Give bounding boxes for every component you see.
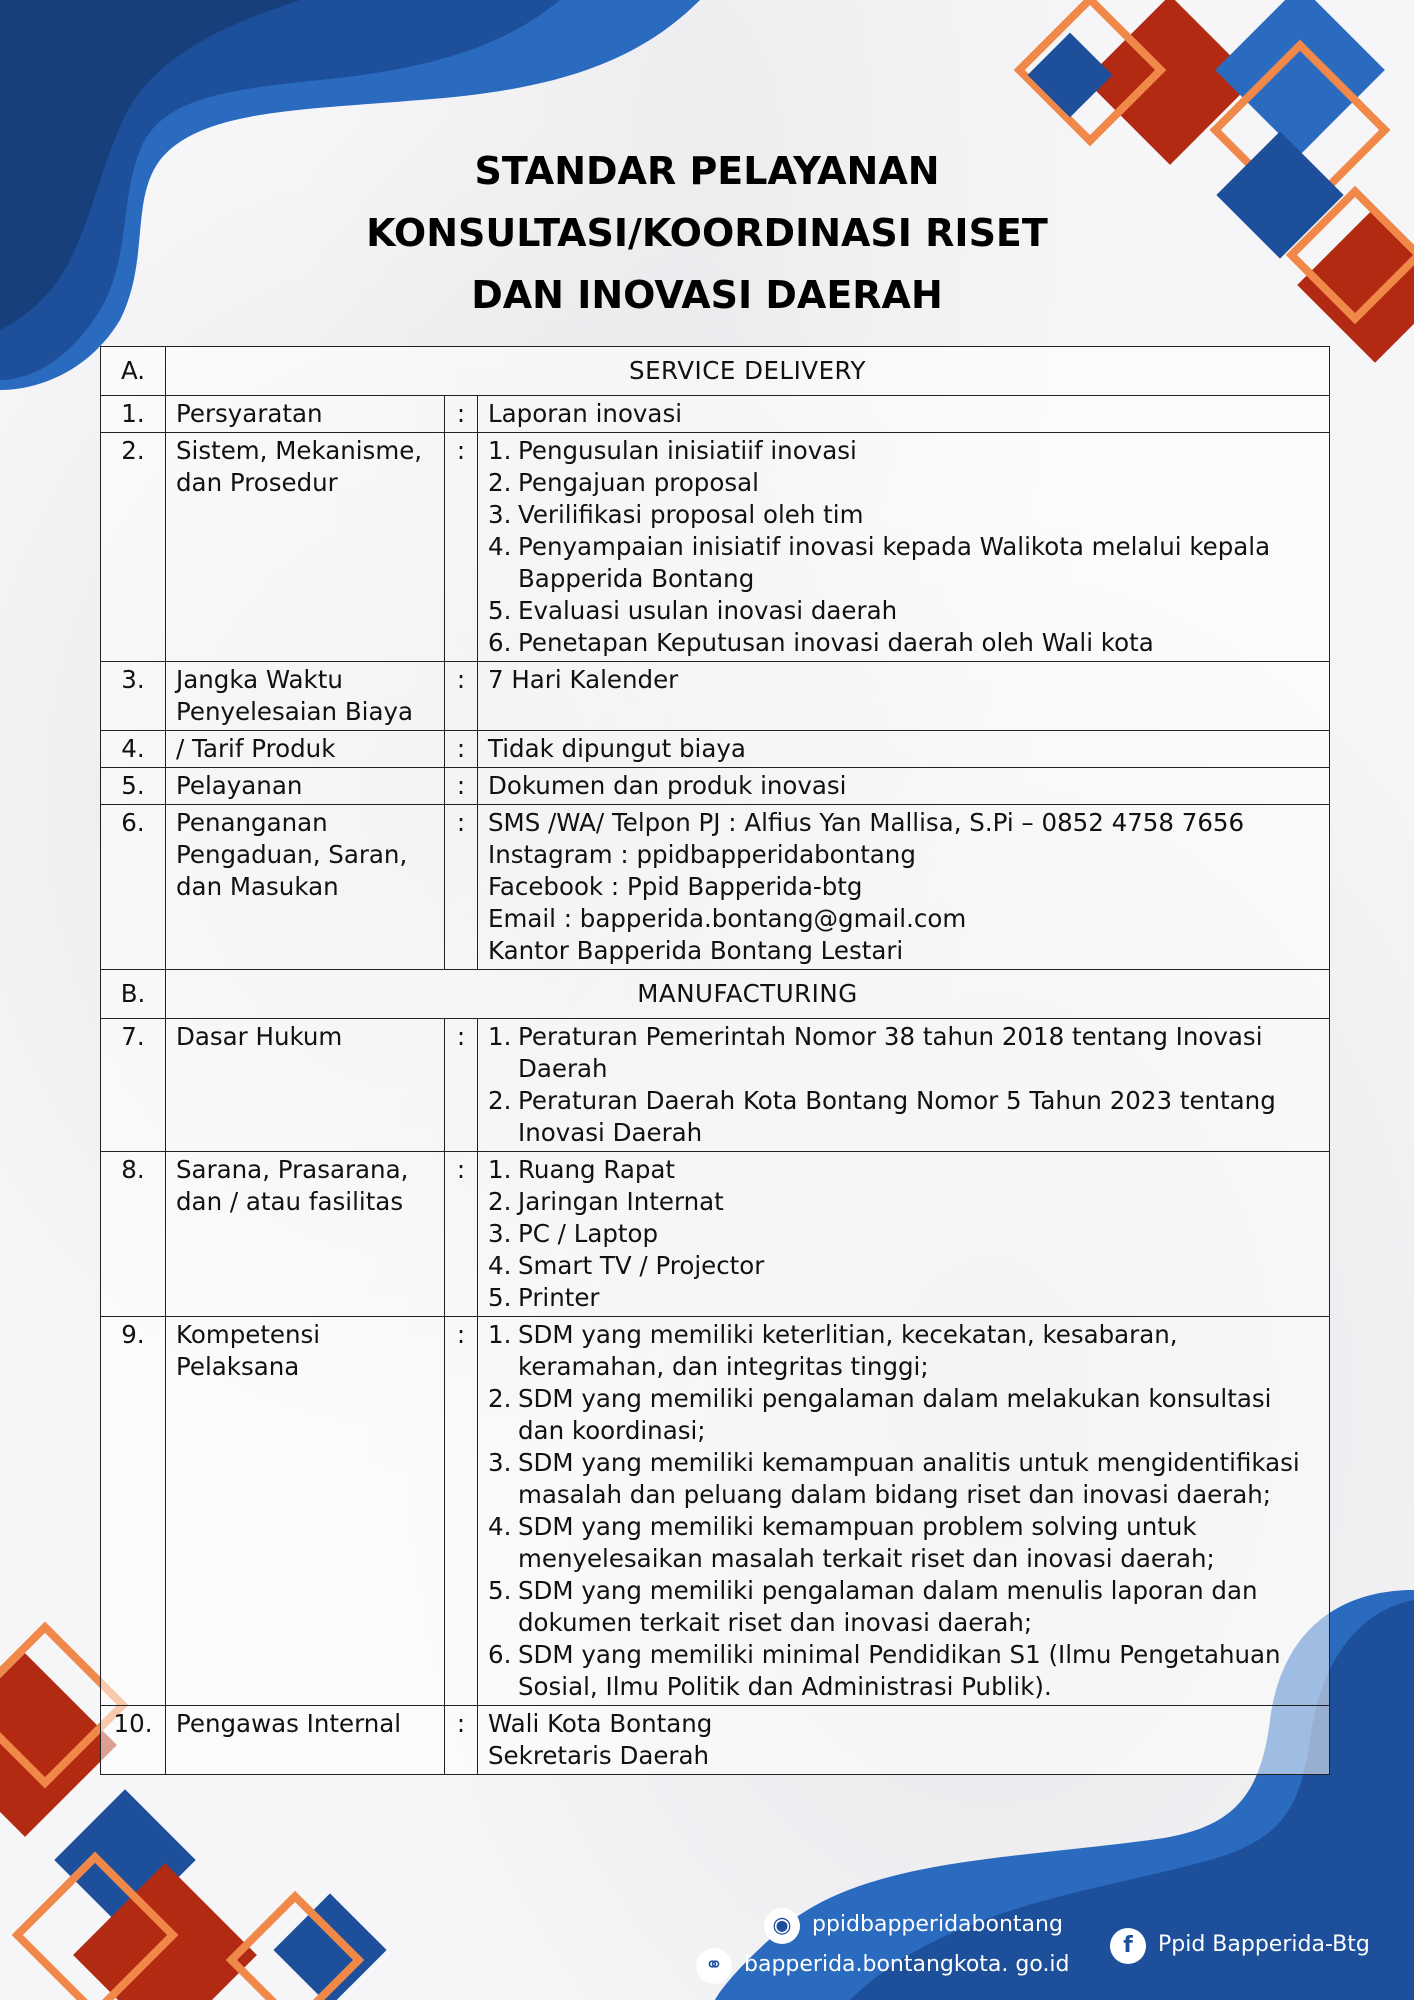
list-item: 2. SDM yang memiliki pengalaman dalam melakukan konsultasi dan koordinasi; (488, 1384, 1272, 1445)
table-row (101, 1152, 1330, 1317)
contact-facebook: Facebook : Ppid Bapperida-btg (488, 872, 863, 901)
row-label: Sarana, Prasarana, dan / atau fasilitas (166, 1152, 445, 1317)
row-label: Jangka Waktu Penyelesaian Biaya (166, 662, 445, 731)
row-label: Persyaratan (166, 396, 445, 433)
row-value (478, 1019, 1330, 1152)
list-item: 3. Verilifikasi proposal oleh tim (488, 500, 864, 529)
footer-website[interactable]: bapperida.bontangkota. go.id (744, 1952, 1070, 1977)
list-item: 2. Peraturan Daerah Kota Bontang Nomor 5 Tahun 2023 tentang Inovasi Daerah (488, 1086, 1276, 1147)
table-row (101, 1706, 1330, 1775)
row-colon: : (445, 1019, 478, 1152)
row-colon: : (445, 805, 478, 970)
title-line-3: DAN INOVASI DAERAH (471, 273, 943, 317)
row-colon: : (445, 1317, 478, 1706)
title-line-2: KONSULTASI/KOORDINASI RISET (366, 211, 1048, 255)
section-a-title: SERVICE DELIVERY (166, 347, 1330, 396)
row-label: Dasar Hukum (166, 1019, 445, 1152)
row-number: 5. (101, 768, 166, 805)
row-label: / Tarif Produk (166, 731, 445, 768)
contact-office: Kantor Bapperida Bontang Lestari (488, 936, 904, 965)
row-colon: : (445, 662, 478, 731)
list-item: 6. SDM yang memiliki minimal Pendidikan S1 (Ilmu Pengetahuan Sosial, Ilmu Politik dan Administrasi Publik). (488, 1640, 1281, 1701)
section-b-row (101, 970, 1330, 1019)
title-line-1: STANDAR PELAYANAN (474, 149, 940, 193)
section-b-title: MANUFACTURING (166, 970, 1330, 1019)
section-a-row (101, 347, 1330, 396)
row-label: Penanganan Pengaduan, Saran, dan Masukan (166, 805, 445, 970)
row-value: Tidak dipungut biaya (478, 731, 1330, 768)
row-number: 4. (101, 731, 166, 768)
row-value (478, 1706, 1330, 1775)
table-row (101, 805, 1330, 970)
contact-email: Email : bapperida.bontang@gmail.com (488, 904, 967, 933)
table-row (101, 662, 1330, 731)
list-item: 3. SDM yang memiliki kemampuan analitis untuk mengidentifikasi masalah dan peluang dalam bidang riset dan inovasi daerah; (488, 1448, 1300, 1509)
row-value: Laporan inovasi (478, 396, 1330, 433)
globe-icon: ⚭ (696, 1948, 732, 1984)
table-row (101, 731, 1330, 768)
table-row (101, 396, 1330, 433)
contact-instagram: Instagram : ppidbapperidabontang (488, 840, 916, 869)
row-number: 9. (101, 1317, 166, 1706)
section-a-code: A. (101, 347, 166, 396)
row-colon: : (445, 1706, 478, 1775)
table-row (101, 1317, 1330, 1706)
legal-basis-list (488, 1021, 1319, 1149)
list-item: 1. Peraturan Pemerintah Nomor 38 tahun 2018 tentang Inovasi Daerah (488, 1022, 1263, 1083)
row-value (478, 1317, 1330, 1706)
row-value: Dokumen dan produk inovasi (478, 768, 1330, 805)
list-item: 4. SDM yang memiliki kemampuan problem solving untuk menyelesaikan masalah terkait riset dan inovasi daerah; (488, 1512, 1215, 1573)
row-label: Kompetensi Pelaksana (166, 1317, 445, 1706)
list-item: 2. Jaringan Internat (488, 1187, 724, 1216)
list-item: 4. Penyampaian inisiatif inovasi kepada Walikota melalui kepala Bapperida Bontang (488, 532, 1271, 593)
row-colon: : (445, 433, 478, 662)
document-title (0, 140, 1414, 326)
section-b-code: B. (101, 970, 166, 1019)
row-number: 2. (101, 433, 166, 662)
row-value: 7 Hari Kalender (478, 662, 1330, 731)
table-row (101, 768, 1330, 805)
row-label: Pelayanan (166, 768, 445, 805)
supervisor-line: Sekretaris Daerah (488, 1741, 710, 1770)
list-item: 3. PC / Laptop (488, 1219, 659, 1248)
list-item: 5. Evaluasi usulan inovasi daerah (488, 596, 898, 625)
table-row (101, 433, 1330, 662)
table-row (101, 1019, 1330, 1152)
list-item: 2. Pengajuan proposal (488, 468, 759, 497)
row-value (478, 433, 1330, 662)
footer-instagram: ppidbapperidabontang (812, 1912, 1063, 1937)
list-item: 4. Smart TV / Projector (488, 1251, 765, 1280)
competence-list (488, 1319, 1319, 1703)
facebook-icon: f (1110, 1928, 1146, 1964)
row-value (478, 1152, 1330, 1317)
row-label: Pengawas Internal (166, 1706, 445, 1775)
row-number: 8. (101, 1152, 166, 1317)
list-item: 6. Penetapan Keputusan inovasi daerah oleh Wali kota (488, 628, 1154, 657)
contact-phone: SMS /WA/ Telpon PJ : Alfius Yan Mallisa, S.Pi – 0852 4758 7656 (488, 808, 1245, 837)
list-item: 5. Printer (488, 1283, 600, 1312)
row-number: 3. (101, 662, 166, 731)
supervisor-line: Wali Kota Bontang (488, 1709, 713, 1738)
list-item: 5. SDM yang memiliki pengalaman dalam menulis laporan dan dokumen terkait riset dan inovasi daerah; (488, 1576, 1258, 1637)
row-colon: : (445, 396, 478, 433)
row-number: 10. (101, 1706, 166, 1775)
service-standard-table (100, 346, 1330, 1775)
list-item: 1. Pengusulan inisiatiif inovasi (488, 436, 857, 465)
footer-facebook: Ppid Bapperida-Btg (1158, 1932, 1370, 1957)
row-number: 7. (101, 1019, 166, 1152)
row-number: 1. (101, 396, 166, 433)
facilities-list (488, 1154, 1319, 1314)
list-item: 1. Ruang Rapat (488, 1155, 676, 1184)
row-colon: : (445, 1152, 478, 1317)
row-label: Sistem, Mekanisme, dan Prosedur (166, 433, 445, 662)
list-item: 1. SDM yang memiliki keterlitian, kecekatan, kesabaran, keramahan, dan integritas tinggi; (488, 1320, 1178, 1381)
procedure-list (488, 435, 1319, 659)
instagram-icon: ◉ (764, 1908, 800, 1944)
row-number: 6. (101, 805, 166, 970)
row-value (478, 805, 1330, 970)
row-colon: : (445, 731, 478, 768)
row-colon: : (445, 768, 478, 805)
